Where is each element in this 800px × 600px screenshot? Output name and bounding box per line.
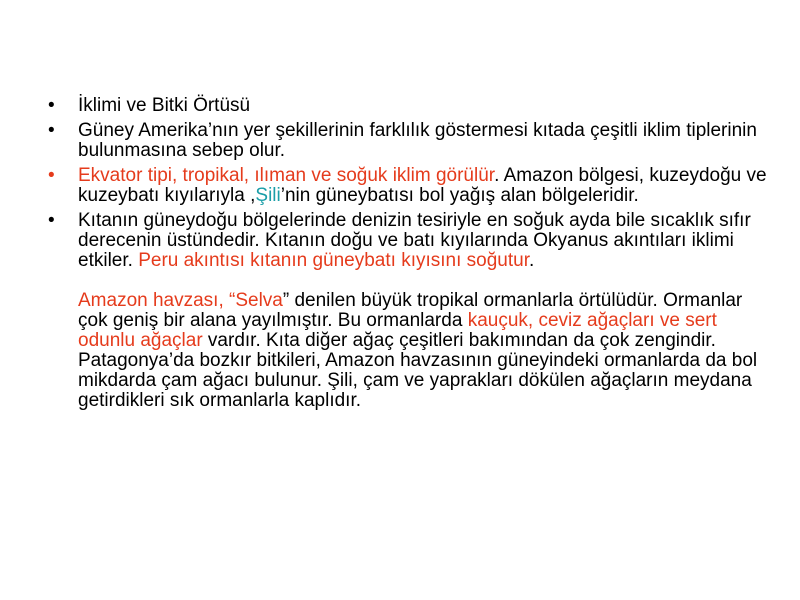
bullet-list xyxy=(48,96,768,411)
bullet-text: vardır. Kıta diğer ağaç çeşitleri bakımından da çok zengindir. Patagonya’da bozkır bitkileri, Amazon havzasının güneyindeki ormanlarda da bol mikdarda çam ağacı bulunur. Şili, çam ve yaprakları dökülen ağaçların meydana getirdikleri sık ormanlarla kaplıdır. xyxy=(78,330,758,411)
paragraph-1 xyxy=(78,210,751,271)
bullet-item-landforms xyxy=(48,121,768,161)
highlight-text: Ekvator tipi, tropikal, ılıman ve soğuk iklim görülür xyxy=(78,165,495,186)
bullet-text: Güney Amerika’nın yer şekillerinin farklılık göstermesi kıtada çeşitli iklim tiplerinin bulunmasına sebep olur. xyxy=(78,120,757,161)
bullet-marker: • xyxy=(48,120,55,141)
bullet-text: ’nin güneybatısı bol yağış alan bölgeleridir. xyxy=(280,185,639,206)
bullet-item-climate-types xyxy=(48,166,768,206)
bullet-text: . xyxy=(528,250,535,271)
bullet-marker: • xyxy=(48,95,55,116)
highlight-text: kauçuk, ceviz ağaçları ve sert odunlu ağaçlar xyxy=(78,310,717,351)
bullet-text: . Amazon bölgesi, kuzeydoğu ve kuzeybatı kıyılarıyla , xyxy=(78,165,767,206)
bullet-marker: • xyxy=(48,210,55,231)
bullet-marker: • xyxy=(48,165,55,186)
bullet-text: İklimi ve Bitki Örtüsü xyxy=(78,95,251,116)
bullet-text: Kıtanın güneydoğu bölgelerinde denizin tesiriyle en soğuk ayda bile sıcaklık sıfır derecenin üstündedir. Kıtanın doğu ve batı kıyılarında Okyanus akıntıları iklimi etkiler. xyxy=(78,210,751,271)
highlight-country: Şili xyxy=(255,185,281,206)
highlight-text: Amazon havzası, “Selva xyxy=(78,290,283,311)
bullet-text: ” denilen büyük tropikal ormanlarla örtülüdür. Ormanlar çok geniş bir alana yayılmıştır. Bu ormanlarda xyxy=(78,290,743,331)
paragraph-2 xyxy=(78,291,768,411)
bullet-item-title xyxy=(48,96,768,116)
bullet-item-vegetation xyxy=(48,211,768,411)
highlight-text: Peru akıntısı kıtanın güneybatı kıyısını soğutur xyxy=(138,250,529,271)
